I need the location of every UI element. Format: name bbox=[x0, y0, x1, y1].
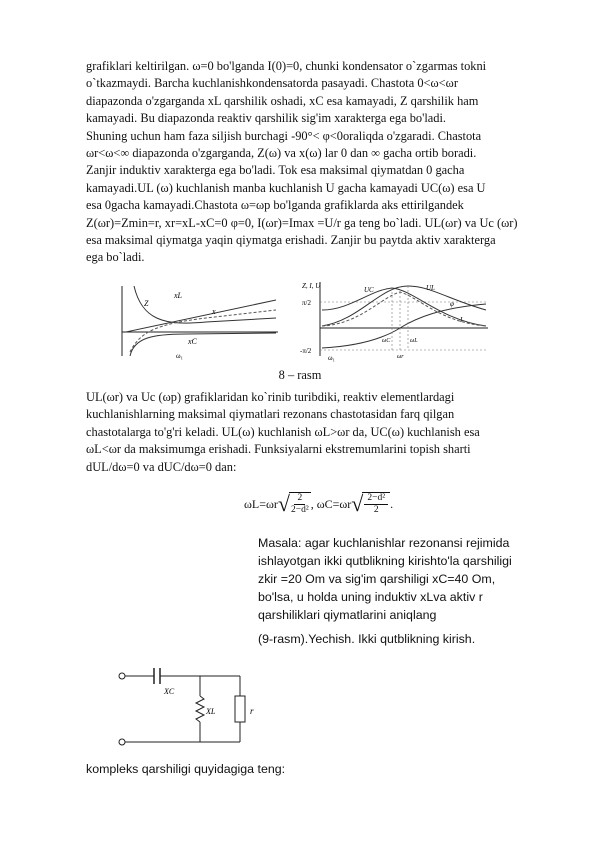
task-line: bo'lsa, u holda uning induktiv xLva aktiv r bbox=[258, 590, 483, 604]
curve-xc bbox=[130, 333, 276, 356]
tick-wc: ωC bbox=[382, 338, 391, 344]
formula-right: ωC=ωr bbox=[316, 496, 352, 511]
p1-line: Zanjir induktiv xarakterga ega bo'ladi. Tok esa maksimal qiymatdan 0 gacha bbox=[86, 163, 465, 178]
fraction-right bbox=[362, 492, 390, 516]
p1-line: diapazonda o'zgarganda xL qarshilik oshadi, xC esa kamayadi, Z qarshilik ham bbox=[86, 93, 479, 108]
label-phi: φ bbox=[450, 300, 454, 308]
inductor bbox=[196, 696, 204, 722]
p1-line: grafiklari keltirilgan. ω=0 bo'lganda I(0)=0, chunki kondensator o`zgarmas tokni bbox=[86, 59, 487, 73]
p1-line: esa maksimal qiymatga yaqin qiymatga erishadi. Zanjir bu paytda aktiv xarakterga bbox=[86, 233, 496, 248]
fraction-left bbox=[289, 492, 311, 516]
label-xl: XL bbox=[206, 707, 216, 716]
label-xc: xC bbox=[188, 337, 197, 346]
label-xl: xL bbox=[174, 291, 182, 300]
curve-xl bbox=[126, 300, 276, 332]
formula-left: ωL=ωr bbox=[244, 496, 278, 511]
task-statement bbox=[258, 534, 558, 624]
figure-8-caption: 8 – rasm bbox=[278, 368, 322, 382]
label-x: x bbox=[212, 307, 216, 316]
closing-line: kompleks qarshiligi quyidagiga teng: bbox=[86, 762, 286, 776]
sqrt-left bbox=[278, 492, 311, 516]
label-z: Z bbox=[144, 299, 149, 308]
fraction-den: 2 bbox=[373, 505, 379, 515]
fraction-num: 2 bbox=[294, 493, 305, 505]
axis-label-omega: ω₁ bbox=[176, 352, 184, 360]
terminal-bottom bbox=[119, 739, 125, 745]
task-line: Masala: agar kuchlanishlar rezonansi rejimida bbox=[258, 536, 510, 550]
p1-line: ega bo`ladi. bbox=[86, 250, 145, 265]
tick-wl: ωL bbox=[410, 338, 418, 344]
resistor bbox=[235, 696, 245, 722]
p2-line: UL(ωr) va Uc (ωp) grafiklaridan ko`rinib turibdiki, reaktiv elementlardagi bbox=[86, 390, 455, 404]
figure-8-right-plot bbox=[300, 280, 492, 362]
curve-phi bbox=[322, 304, 486, 348]
task-line: zkir =20 Om va sig'im qarshiligi xC=40 Om, bbox=[258, 572, 496, 586]
tick-wr: ωr bbox=[397, 354, 404, 360]
p1-line: o`tkazmaydi. Barcha kuchlanishkondensatorda pasayadi. Chastota 0<ω<ωr bbox=[86, 76, 458, 91]
label-i: I bbox=[460, 316, 463, 324]
label-ul: UL bbox=[426, 284, 435, 292]
p1-line: esa 0gacha kamayadi.Chastota ω=ωp bo'lganda grafiklarda aks ettirilgandek bbox=[86, 198, 464, 213]
p2-line: chastotalarga to'g'ri keladi. UL(ω) kuchlanish ωL>ωr da, UC(ω) kuchlanish esa bbox=[86, 424, 480, 439]
circuit-diagram bbox=[116, 660, 272, 756]
formula-sep: , bbox=[310, 496, 317, 511]
p1-line: Z(ωr)=Zmin=r, xr=xL-xC=0 φ=0, I(ωr)=Imax =U/r ga teng bo`ladi. UL(ωr) va Uc (ωr) bbox=[86, 215, 518, 230]
terminal-top bbox=[119, 673, 125, 679]
radical-sign: √ bbox=[351, 491, 364, 516]
figure-8-left-plot bbox=[116, 282, 282, 360]
y-label-pi-half: π/2 bbox=[302, 299, 311, 307]
label-uc: UC bbox=[364, 286, 374, 294]
paragraph-2 bbox=[86, 389, 558, 476]
p1-line: kamayadi.UL (ω) kuchlanish manba kuchlanish U gacha kamayadi UC(ω) esa U bbox=[86, 180, 486, 195]
label-xc: XC bbox=[164, 687, 175, 696]
curve-x bbox=[130, 310, 276, 352]
fraction-num: 2−d² bbox=[364, 493, 388, 505]
paragraph-1 bbox=[86, 58, 558, 267]
task-continuation: (9-rasm).Yechish. Ikki qutblikning kirish. bbox=[258, 632, 476, 646]
task-line: ishlayotgan ikki qutblikning kirishto'la qarshiligi bbox=[258, 554, 512, 568]
sqrt-right bbox=[351, 492, 390, 516]
y-label-neg-pi-half: -π/2 bbox=[300, 347, 312, 355]
fraction-den: 2−d² bbox=[290, 505, 309, 515]
p2-line: ωL<ωr da maksimumga erishadi. Funksiyalarni ekstremumlarini topish sharti bbox=[86, 442, 471, 457]
p1-line: Shuning uchun ham faza siljish burchagi -90°< φ<0oraliqda o'zgaradi. Chastota bbox=[86, 128, 482, 143]
resonance-formula bbox=[244, 492, 393, 516]
radical-sign: √ bbox=[277, 491, 290, 516]
formula-end: . bbox=[390, 496, 394, 511]
p2-line: dUL/dω=0 va dUC/dω=0 dan: bbox=[86, 459, 237, 474]
task-line: qarshiliklari qiymatlarini aniqlang bbox=[258, 608, 437, 622]
p1-line: kamayadi. Bu diapazonda reaktiv qarshilik sig'im xarakterga ega bo'ladi. bbox=[86, 111, 447, 126]
y-label-zui: Z, I, U bbox=[302, 282, 321, 290]
p1-line: ωr<ω<∞ diapazonda o'zgarganda, Z(ω) va x(ω) lar 0 dan ∞ gacha ortib boradi. bbox=[86, 146, 477, 161]
label-r: r bbox=[250, 706, 254, 716]
p2-line: kuchlanishlarning maksimal qiymatlari rezonans chastotasidan farq qilgan bbox=[86, 407, 455, 422]
x-label-omega: ω₁ bbox=[328, 354, 336, 362]
